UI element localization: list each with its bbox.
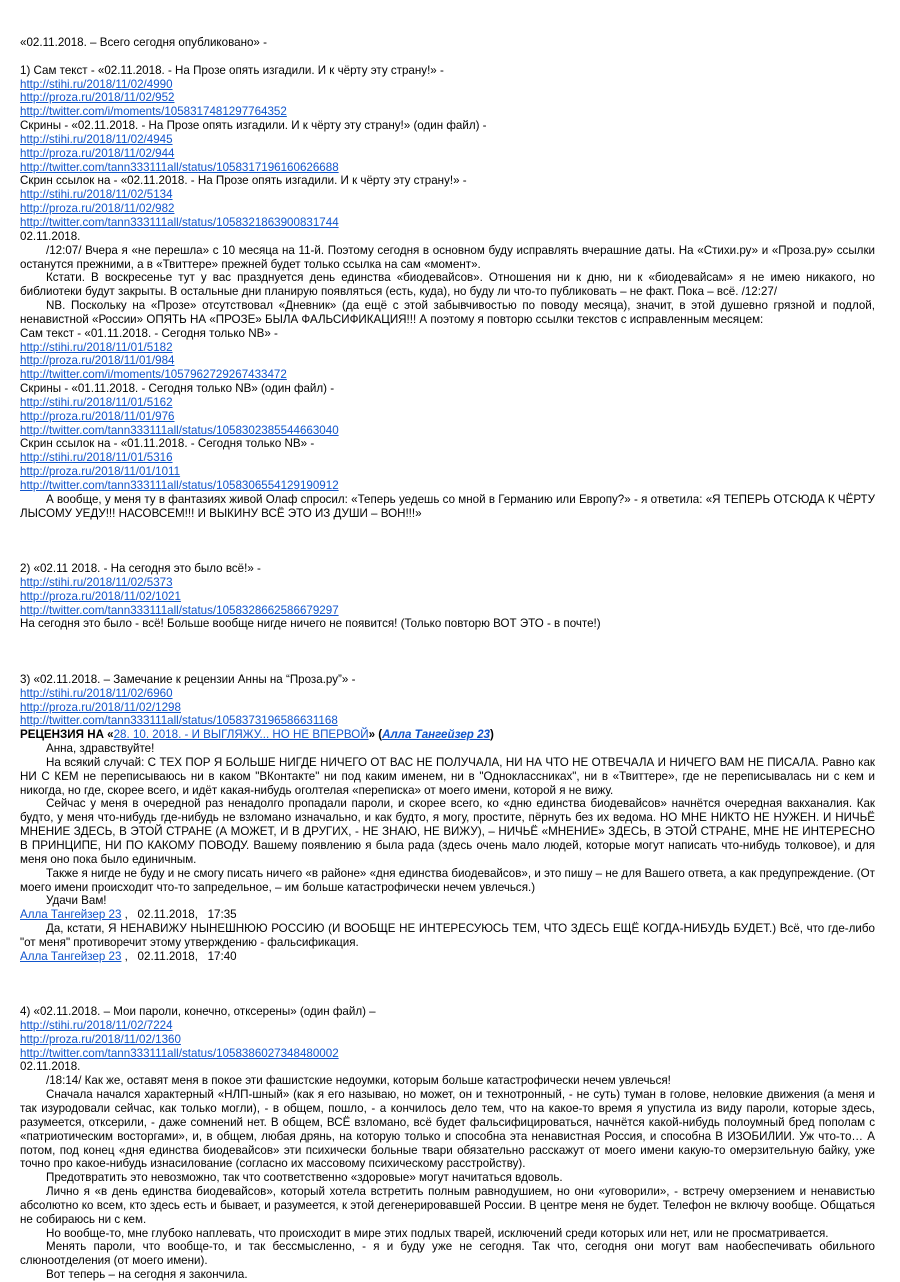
section-2-title: 2) «02.11 2018. - На сегодня это было всё!» - — [20, 562, 261, 576]
entry-date: 02.11.2018. — [20, 229, 81, 243]
review-header — [20, 728, 875, 742]
paragraph: Вот теперь – на сегодня я закончила. — [46, 1268, 248, 1282]
link-stihi[interactable]: http://stihi.ru/2018/11/02/5134 — [20, 188, 173, 202]
link-twitter[interactable]: http://twitter.com/i/moments/1058317481297764352 — [20, 105, 287, 119]
link-twitter[interactable]: http://twitter.com/tann333111all/status/1058328662586679297 — [20, 603, 339, 617]
signature-author-link[interactable]: Алла Тангейзер 23 — [20, 908, 122, 922]
signature-datetime: , 02.11.2018, 17:40 — [121, 949, 237, 963]
link-twitter[interactable]: http://twitter.com/tann333111all/status/1058306554129190912 — [20, 479, 339, 492]
link-twitter[interactable]: http://twitter.com/tann333111all/status/1058302385544663040 — [20, 423, 339, 437]
paragraph: /12:07/ Вчера я «не перешла» с 10 месяца на 11-й. Поэтому сегодня в основном буду исправлять вчерашние даты. На «Стихи.ру» и «Проза.ру» ссылки останутся прежними, а в «Твиттере» прежней будет только ссылка на сам «момент». — [20, 243, 875, 271]
link-stihi[interactable]: http://stihi.ru/2018/11/02/6960 — [20, 686, 173, 700]
nb-screens-label: Скрины - «01.11.2018. - Сегодня только NB» (один файл) - — [20, 382, 335, 396]
screens-label: Скрины - «02.11.2018. - На Прозе опять изгадили. И к чёрту эту страну!» (один файл) - — [20, 119, 487, 133]
paragraph: Предотвратить это невозможно, так что соответственно «здоровые» могут начитаться вдоволь. — [46, 1171, 563, 1185]
link-twitter[interactable]: http://twitter.com/i/moments/1057962729267433472 — [20, 368, 287, 382]
link-stihi[interactable]: http://stihi.ru/2018/11/02/7224 — [20, 1018, 173, 1032]
signature — [20, 908, 875, 922]
paragraph: Кстати. В воскресенье тут у вас празднуется день единства «биодевайсов». Отношения ни к дню, ни к «биодевайсам» я не имею никакого, но библиотеки будут закрыты. В остальные дни планирую появляться (есть, куда), но буду ли что-то публиковать – не факт. Пока – всё. /12:27/ — [20, 271, 875, 299]
paragraph: Сначала начался характерный «НЛП-шный» (как я его называю, но может, он и технотронный, - не суть) туман в голове, неловкие движения (а меня и так изуродовали сейчас, как только могли), - в общем, пошло, - а кончилось дело тем, что на какое-то время я упустила из виду пароли, которые здесь, разумеется, отксерили, - даже сомнений нет. В общем, ВСЁ взломано, всё будет фальсифицироваться, начнётся какой-нибудь полоумный бред пополам с «патриотическим восторгами», и, в общем, любая дрянь, на которую только и способна эта ненавистная Россия, и способна В ИЗОБИЛИИ. Уж что-то… А потом, под конец «дня единства биодевайсов» эти психически больные твари обязательно расскажут от моего имени какую-то омерзительную байку, уже точно про какое-нибудь изнасилование (согласно их массовому психическому расстройству). — [20, 1088, 875, 1171]
section-2-text: На сегодня это было - всё! Больше вообще нигде ничего не появится! (Только повторю ВОТ ЭТО - в почте!) — [20, 617, 601, 631]
paragraph: Но вообще-то, мне глубоко наплевать, что происходит в мире этих подлых тварей, исключений среди которых или нет, или не просматривается. — [46, 1226, 829, 1240]
link-proza[interactable]: http://proza.ru/2018/11/01/984 — [20, 354, 175, 368]
paragraph: NB. Поскольку на «Прозе» отсутствовал «Дневник» (да ещё с этой забывчивостью по поводу месяца), значит, в этой душевно грязной и подлой, ненавистной «России» ОПЯТЬ НА «ПРОЗЕ» БЫЛА ФАЛЬСИФИКАЦИЯ!!! А поэтому я повторю ссылки текстов с исправленным месяцем: — [20, 299, 875, 326]
section-3-title: 3) «02.11.2018. – Замечание к рецензии Анны на “Проза.ру”» - — [20, 672, 356, 686]
link-stihi[interactable]: http://stihi.ru/2018/11/02/5373 — [20, 575, 173, 589]
paragraph: А вообще, у меня ту в фантазиях живой Олаф спросил: «Теперь уедешь со мной в Германию или Европу?» - я ответила: «Я ТЕПЕРЬ ОТСЮДА К ЧЁРТУ ЛЫСОМУ УЕДУ!!! НАСОВСЕМ!!! И ВЫКИНУ ВСЁ ЭТО ИЗ ДУШИ – ВОН!!!» — [20, 492, 875, 520]
page-heading: «02.11.2018. – Всего сегодня опубликовано» - — [20, 36, 267, 49]
review-greeting: Анна, здравствуйте! — [46, 742, 155, 756]
review-close: ) — [489, 728, 494, 742]
link-stihi[interactable]: http://stihi.ru/2018/11/01/5316 — [20, 451, 173, 465]
review-separator: » ( — [368, 728, 383, 742]
link-proza[interactable]: http://proza.ru/2018/11/02/952 — [20, 91, 175, 105]
link-proza[interactable]: http://proza.ru/2018/11/01/1011 — [20, 465, 181, 479]
link-twitter[interactable]: http://twitter.com/tann333111all/status/1058386027348480002 — [20, 1046, 339, 1060]
section-4-title: 4) «02.11.2018. – Мои пароли, конечно, отксерены» (один файл) – — [20, 1005, 376, 1019]
link-stihi[interactable]: http://stihi.ru/2018/11/02/4945 — [20, 132, 173, 146]
paragraph: Также я нигде не буду и не смогу писать ничего «в районе» «дня единства биодевайсов», и это пишу – не для Вашего ответа, а как предупреждение. (От моего имени происходит что-то запредельное, – им больше катастрофически нечем увлечься.) — [20, 866, 875, 894]
paragraph: Сейчас у меня в очередной раз ненадолго пропадали пароли, и скорее всего, ко «дню единства биодевайсов» начнётся очередная вакханалия. Как будто, у меня что-нибудь где-нибудь не взломано изначально, и как будто, я могу, простите, пёрнуть без их ведома. НО МНЕ НИКТО НЕ НУЖЕН. И НИЧЬЁ МНЕНИЕ ЗДЕСЬ, В ЭТОЙ СТРАНЕ (А МОЖЕТ, И В ДРУГИХ, - НЕ ЗНАЮ, НЕ ВИЖУ), – НИЧЬЁ «МНЕНИЕ» ЗДЕСЬ, В ЭТОЙ СТРАНЕ, МНЕ НЕ ИНТЕРЕСНО В ПРИНЦИПЕ, НИ ПО КАКОМУ ПОВОДУ. Вашему появлению я была рада (здесь очень мало людей, которые могут написать что-нибудь толковое), и для меня оно пока было единичным. — [20, 797, 875, 866]
paragraph: /18:14/ Как же, оставят меня в покое эти фашистские недоумки, которым больше катастрофически нечем увлечься! — [46, 1074, 671, 1088]
signature-author-link[interactable]: Алла Тангейзер 23 — [20, 949, 122, 963]
link-stihi[interactable]: http://stihi.ru/2018/11/01/5182 — [20, 340, 173, 354]
link-proza[interactable]: http://proza.ru/2018/11/02/1021 — [20, 589, 181, 603]
link-twitter[interactable]: http://twitter.com/tann333111all/status/1058317196160626688 — [20, 160, 339, 174]
review-work-link[interactable]: 28. 10. 2018. - И ВЫГЛЯЖУ... НО НЕ ВПЕРВОЙ — [113, 728, 369, 742]
paragraph: Да, кстати, Я НЕНАВИЖУ НЫНЕШНЮЮ РОССИЮ (И ВООБЩЕ НЕ ИНТЕРЕСУЮСЬ ТЕМ, ЧТО ЗДЕСЬ ЕЩЁ КОГДА-НИБУДЬ БУДЕТ.) Всё, что где-либо "от меня" противоречит этому утверждению - фальсификация. — [20, 922, 875, 949]
signature — [20, 950, 875, 964]
paragraph: Лично я «в день единства биодевайсов», который хотела встретить полным равнодушием, но они «уговорили», - встречу омерзением и ненавистью абсолютно ко всем, кто здесь есть и бывает, и разумеется, к этой дегенерировавшей России. В центре меня не будет. Телефон не включу вообще. Общаться не собираюсь ни с кем. — [20, 1185, 875, 1226]
link-proza[interactable]: http://proza.ru/2018/11/02/1298 — [20, 700, 181, 714]
link-proza[interactable]: http://proza.ru/2018/11/01/976 — [20, 409, 175, 423]
document-body — [20, 36, 875, 1282]
nb-links-screen-label: Скрин ссылок на - «01.11.2018. - Сегодня только NB» - — [20, 437, 315, 451]
nb-text-label: Сам текст - «01.11.2018. - Сегодня только NB» - — [20, 326, 278, 340]
signature-datetime: , 02.11.2018, 17:35 — [121, 908, 237, 922]
links-screen-label: Скрин ссылок на - «02.11.2018. - На Прозе опять изгадили. И к чёрту эту страну!» - — [20, 174, 467, 188]
paragraph: Менять пароли, что вообще-то, и так бессмысленно, - я и буду уже не сегодня. Так что, сегодня они могут вам наобеспечивать обильного слюноотделения (от моего имени). — [20, 1240, 875, 1268]
paragraph: На всякий случай: С ТЕХ ПОР Я БОЛЬШЕ НИГДЕ НИЧЕГО ОТ ВАС НЕ ПОЛУЧАЛА, НИ НА ЧТО НЕ ОТВЕЧАЛА И НИЧЕГО ВАМ НЕ ПИСАЛА. Равно как НИ С КЕМ не переписываюсь ни в каком "ВКонтакте" ни под каким именем, ни в "Одноклассниках", ни в «Твиттере», где не переписывалась ни с кем и никогда, но где, скорее всего, и идёт какая-нибудь оголтелая «переписка» от моего имени, которой я не вижу. — [20, 755, 875, 797]
link-proza[interactable]: http://proza.ru/2018/11/02/1360 — [20, 1032, 181, 1046]
section-1-title: 1) Сам текст - «02.11.2018. - На Прозе опять изгадили. И к чёрту эту страну!» - — [20, 63, 444, 77]
link-twitter[interactable]: http://twitter.com/tann333111all/status/1058321863900831744 — [20, 215, 339, 229]
review-farewell: Удачи Вам! — [46, 894, 107, 908]
review-author-link[interactable]: Алла Тангейзер 23 — [382, 728, 490, 742]
review-prefix: РЕЦЕНЗИЯ НА « — [20, 728, 114, 742]
link-stihi[interactable]: http://stihi.ru/2018/11/01/5162 — [20, 395, 173, 409]
link-proza[interactable]: http://proza.ru/2018/11/02/944 — [20, 146, 175, 160]
link-twitter[interactable]: http://twitter.com/tann333111all/status/1058373196586631168 — [20, 714, 338, 728]
entry-date: 02.11.2018. — [20, 1060, 81, 1074]
link-proza[interactable]: http://proza.ru/2018/11/02/982 — [20, 202, 175, 216]
link-stihi[interactable]: http://stihi.ru/2018/11/02/4990 — [20, 77, 173, 91]
